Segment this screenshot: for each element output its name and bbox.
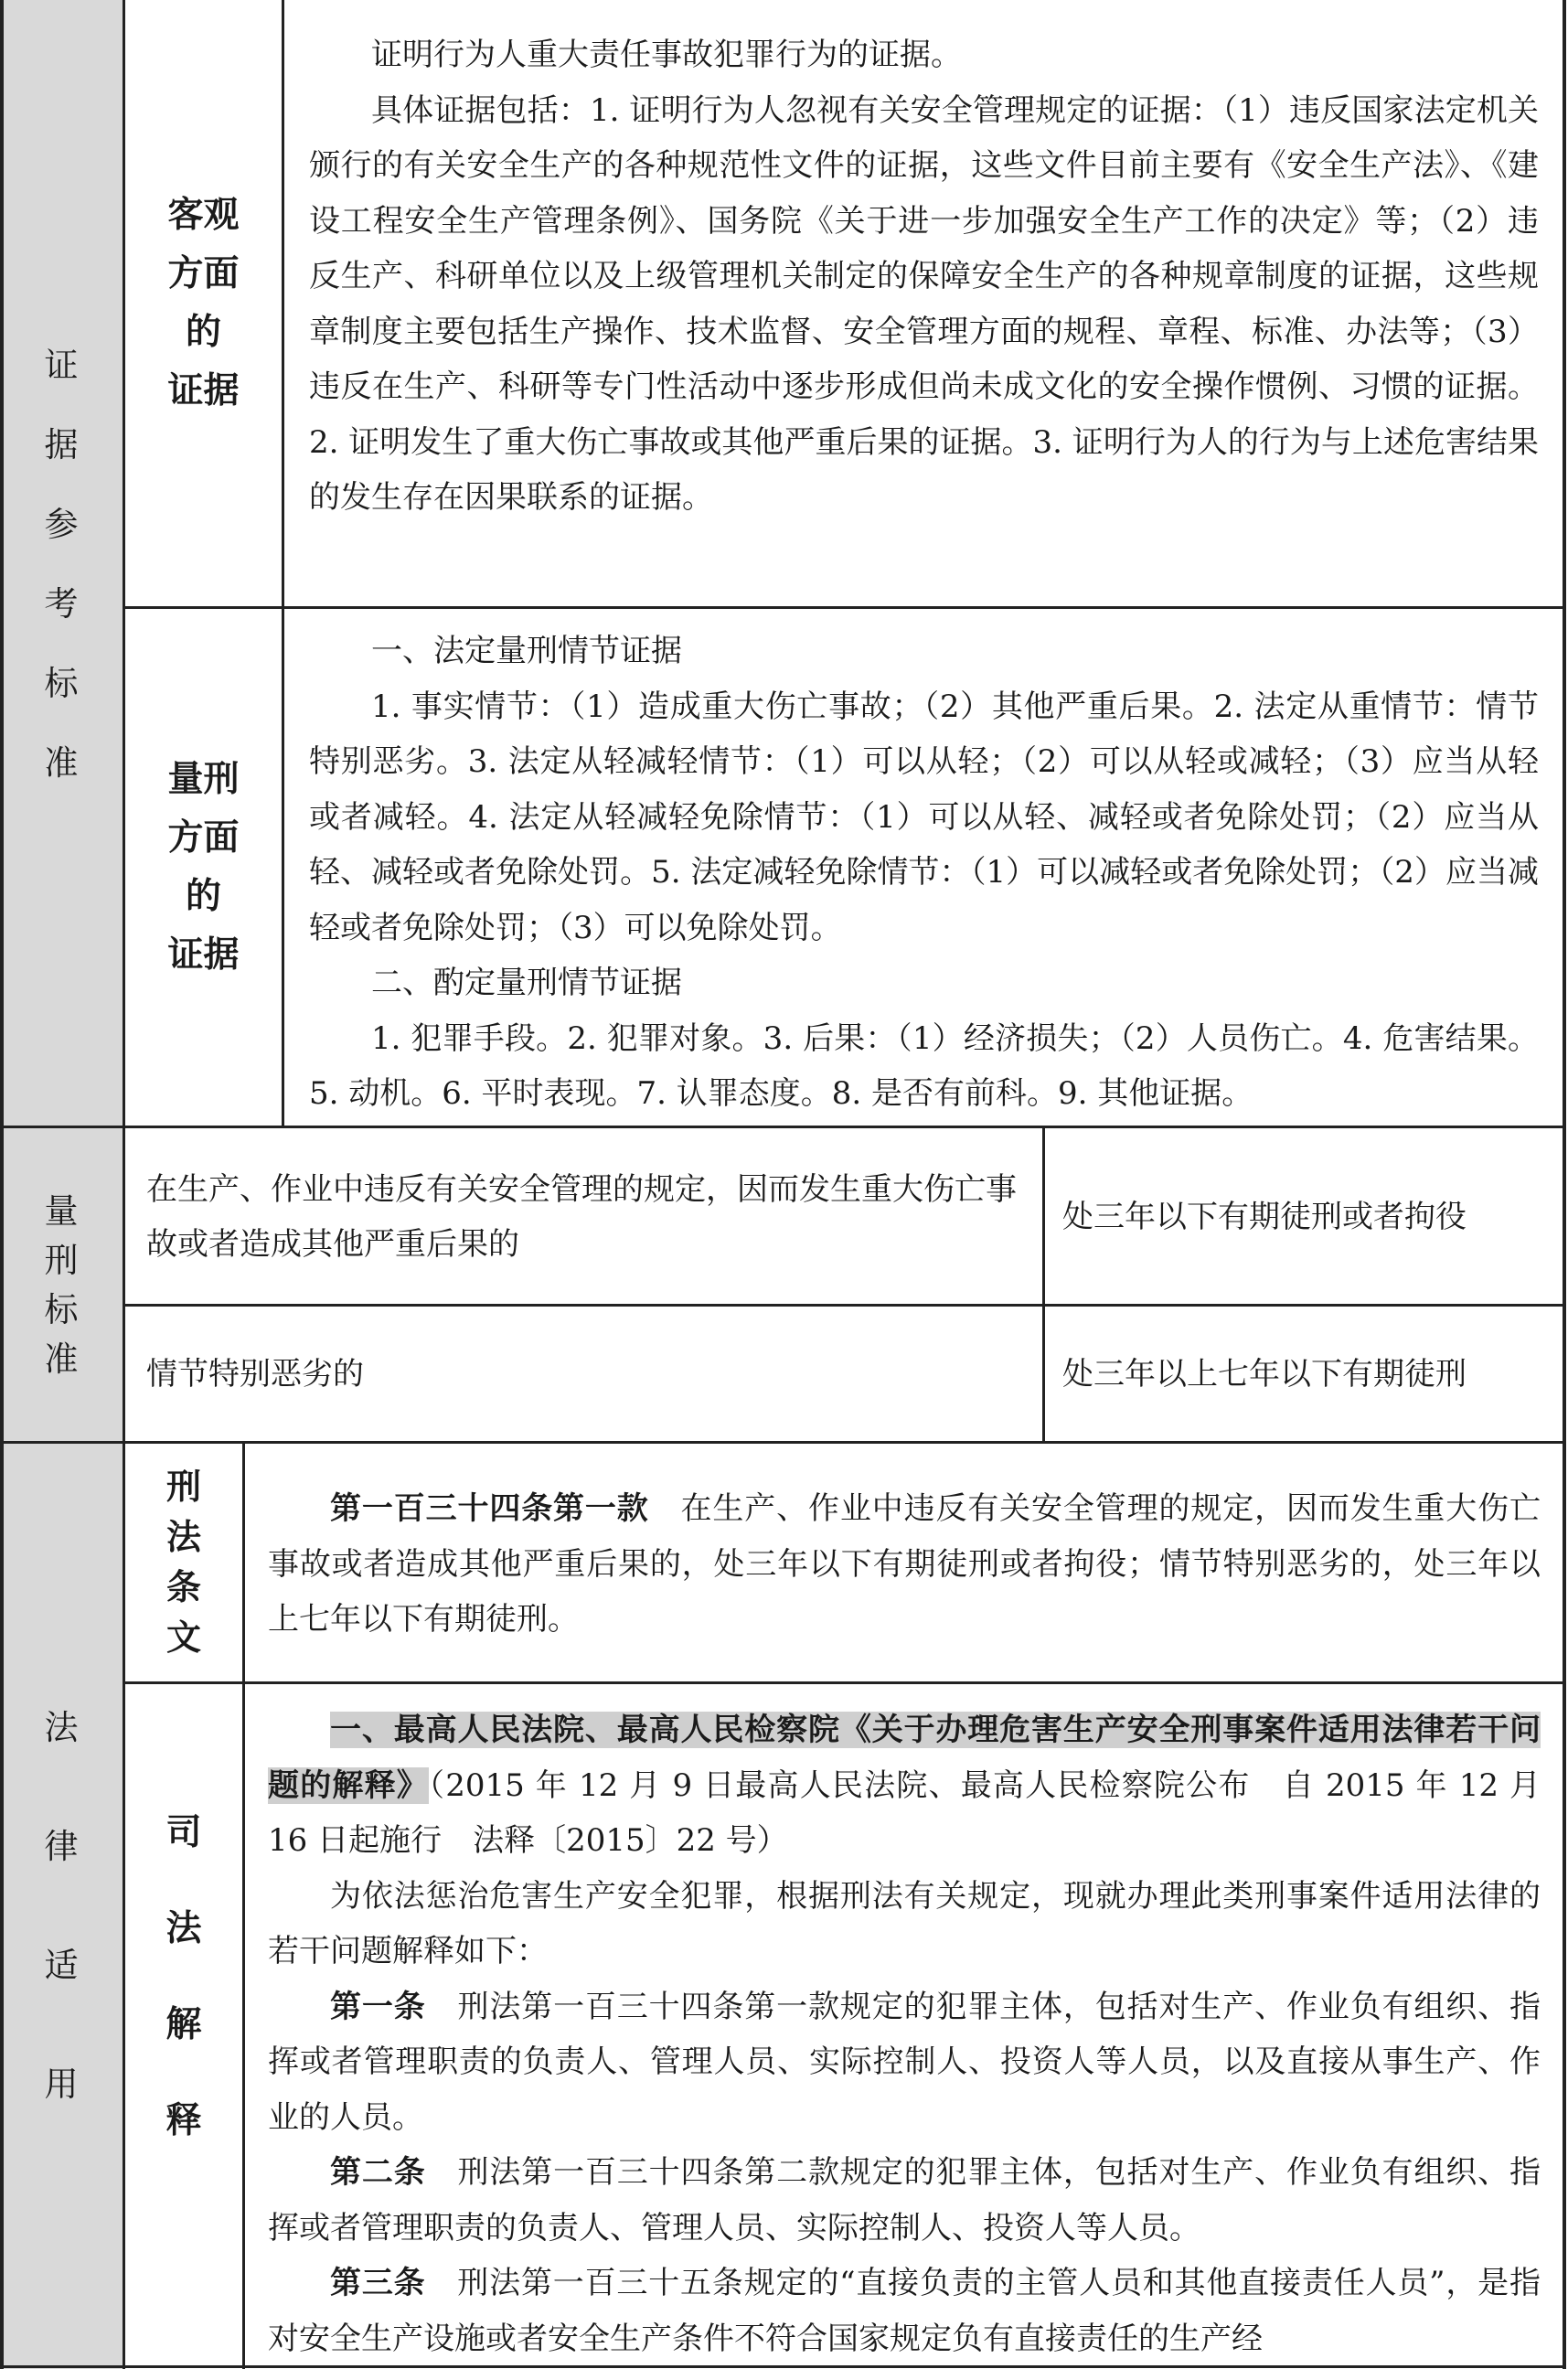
paragraph bbox=[268, 1481, 1541, 1648]
side-char: 刑 bbox=[44, 1240, 79, 1280]
article-text: 刑法第一百三十四条第二款规定的犯罪主体，包括对生产、作业负有组织、指挥或者管理职责的负责人、管理人员、实际控制人、投资人等人员。 bbox=[268, 2154, 1541, 2246]
law-side-label bbox=[0, 1443, 123, 2369]
section-divider-1 bbox=[0, 1126, 1566, 1128]
judicial-interpretation-label bbox=[125, 1684, 242, 2365]
side-char: 量 bbox=[44, 1190, 79, 1231]
paragraph: 一、法定量刑情节证据 bbox=[371, 633, 682, 669]
label-line: 方面 bbox=[167, 252, 240, 294]
label-line: 的 bbox=[185, 311, 221, 353]
side-char: 律 bbox=[44, 1826, 79, 1866]
article-title: 第二条 bbox=[330, 2154, 426, 2191]
label-line: 客观 bbox=[167, 194, 240, 236]
label-line: 刑 bbox=[165, 1466, 201, 1507]
label-line: 司 bbox=[165, 1812, 202, 1853]
interpretation-heading: 一、最高人民法院、最高人民检察院《关于办理危害生产安全刑事案件适用法律若干问题的解释》 bbox=[268, 1712, 1541, 1804]
side-char: 法 bbox=[44, 1707, 79, 1747]
objective-evidence-label bbox=[125, 0, 282, 606]
sentencing-evidence-label bbox=[125, 609, 282, 1126]
article-title: 第一条 bbox=[330, 1988, 426, 2025]
standard-penalty-2: 处三年以上七年以下有期徒刑 bbox=[1062, 1355, 1467, 1393]
side-char: 准 bbox=[44, 1339, 79, 1379]
standard-side-label bbox=[0, 1127, 123, 1443]
article-text: 在生产、作业中违反有关安全管理的规定，因而发生重大伤亡事故或者造成其他严重后果的，处三年以下有期徒刑或者拘役；情节特别恶劣的，处三年以上七年以下有期徒刑。 bbox=[268, 1490, 1541, 1638]
criminal-law-label bbox=[125, 1443, 242, 1681]
side-char: 证 bbox=[44, 345, 79, 385]
paragraph bbox=[268, 2145, 1541, 2256]
side-char: 考 bbox=[44, 583, 79, 624]
paragraph bbox=[268, 1980, 1541, 2146]
label-line: 解 bbox=[165, 2004, 202, 2045]
law-row-divider bbox=[123, 1681, 1564, 1684]
standard-condition-2: 情节特别恶劣的 bbox=[146, 1355, 364, 1393]
paragraph: 为依法惩治危害生产安全犯罪，根据刑法有关规定，现就办理此类刑事案件适用法律的若干问题解释如下： bbox=[268, 1877, 1541, 1969]
paragraph bbox=[268, 1702, 1541, 1869]
label-line: 证据 bbox=[167, 369, 240, 411]
standard-condition-1: 在生产、作业中违反有关安全管理的规定，因而发生重大伤亡事故或者造成其他严重后果的 bbox=[146, 1171, 1017, 1263]
sentencing-evidence-text bbox=[309, 624, 1539, 1122]
label-line: 的 bbox=[185, 875, 221, 917]
label-line: 法 bbox=[165, 1516, 201, 1557]
label-line: 方面 bbox=[167, 816, 240, 859]
article-text: 刑法第一百三十四条第一款规定的犯罪主体，包括对生产、作业负有组织、指挥或者管理职责的负责人、管理人员、实际控制人、投资人等人员，以及直接从事生产、作业的人员。 bbox=[268, 1988, 1541, 2136]
side-char: 适 bbox=[44, 1945, 79, 1985]
paragraph: 1. 事实情节：（1）造成重大伤亡事故；（2）其他严重后果。2. 法定从重情节：情节特别恶劣。3. 法定从轻减轻情节：（1）可以从轻；（2）可以从轻或减轻；（3）应当从轻或者减轻。4. 法定从轻减轻免除情节：（1）可以从轻、减轻或者免除处罚；（2）应当从轻、减轻或者免除处罚。5. 法定减轻免除情节：（1）可以减轻或者免除处罚；（2）应当减轻或者免除处罚；（3）可以免除处罚。 bbox=[309, 688, 1539, 946]
table-border-right bbox=[1563, 0, 1566, 2369]
evidence-row-divider bbox=[123, 606, 1564, 609]
side-char: 用 bbox=[44, 2064, 79, 2104]
side-char: 标 bbox=[44, 663, 79, 703]
side-char: 据 bbox=[44, 424, 79, 464]
article-text: 刑法第一百三十五条规定的“直接负责的主管人员和其他直接责任人员”，是指对安全生产设施或者安全生产条件不符合国家规定负有直接责任的生产经 bbox=[268, 2265, 1541, 2357]
standard-col-divider bbox=[1042, 1127, 1045, 1443]
objective-evidence-text bbox=[309, 27, 1539, 526]
paragraph bbox=[268, 2256, 1541, 2366]
paragraph: 具体证据包括：1. 证明行为人忽视有关安全管理规定的证据：（1）违反国家法定机关颁行的有关安全生产的各种规范性文件的证据，这些文件目前主要有《安全生产法》、《建设工程安全生产管理条例》、国务院《关于进一步加强安全生产工作的决定》等；（2）违反生产、科研单位以及上级管理机关制定的保障安全生产的各种规章制度的证据，这些规章制度主要包括生产操作、技术监督、安全管理方面的规程、章程、标准、办法等；（3）违反在生产、科研等专门性活动中逐步形成但尚未成文化的安全操作惯例、习惯的证据。2. 证明发生了重大伤亡事故或其他严重后果的证据。3. 证明行为人的行为与上述危害结果的发生存在因果联系的证据。 bbox=[309, 91, 1539, 516]
paragraph: 二、酌定量刑情节证据 bbox=[371, 965, 682, 1001]
standard-penalty-1: 处三年以下有期徒刑或者拘役 bbox=[1062, 1199, 1467, 1235]
criminal-law-text bbox=[268, 1481, 1541, 1648]
label-line: 文 bbox=[165, 1617, 201, 1658]
judicial-interpretation-text bbox=[268, 1702, 1541, 2366]
label-line: 释 bbox=[165, 2100, 202, 2141]
label-line: 法 bbox=[165, 1908, 202, 1949]
side-char: 准 bbox=[44, 742, 79, 783]
label-line: 证据 bbox=[167, 934, 240, 976]
evidence-side-label bbox=[0, 0, 123, 1127]
evidence-sub-divider bbox=[282, 0, 284, 1127]
article-title: 第三条 bbox=[330, 2265, 426, 2301]
side-char: 参 bbox=[44, 504, 79, 544]
law-sub-divider bbox=[242, 1443, 245, 2369]
paragraph: 证明行为人重大责任事故犯罪行为的证据。 bbox=[371, 37, 962, 73]
label-line: 条 bbox=[165, 1566, 201, 1607]
label-line: 量刑 bbox=[167, 758, 240, 800]
paragraph: 1. 犯罪手段。2. 犯罪对象。3. 后果：（1）经济损失；（2）人员伤亡。4. 危害结果。5. 动机。6. 平时表现。7. 认罪态度。8. 是否有前科。9. 其他证据。 bbox=[309, 1019, 1539, 1112]
side-char: 标 bbox=[44, 1289, 79, 1329]
article-title: 第一百三十四条第一款 bbox=[330, 1490, 649, 1527]
interpretation-note: （2015 年 12 月 9 日最高人民法院、最高人民检察院公布 自 2015 年 12 月 16 日起施行 法释〔2015〕22 号） bbox=[268, 1766, 1541, 1859]
